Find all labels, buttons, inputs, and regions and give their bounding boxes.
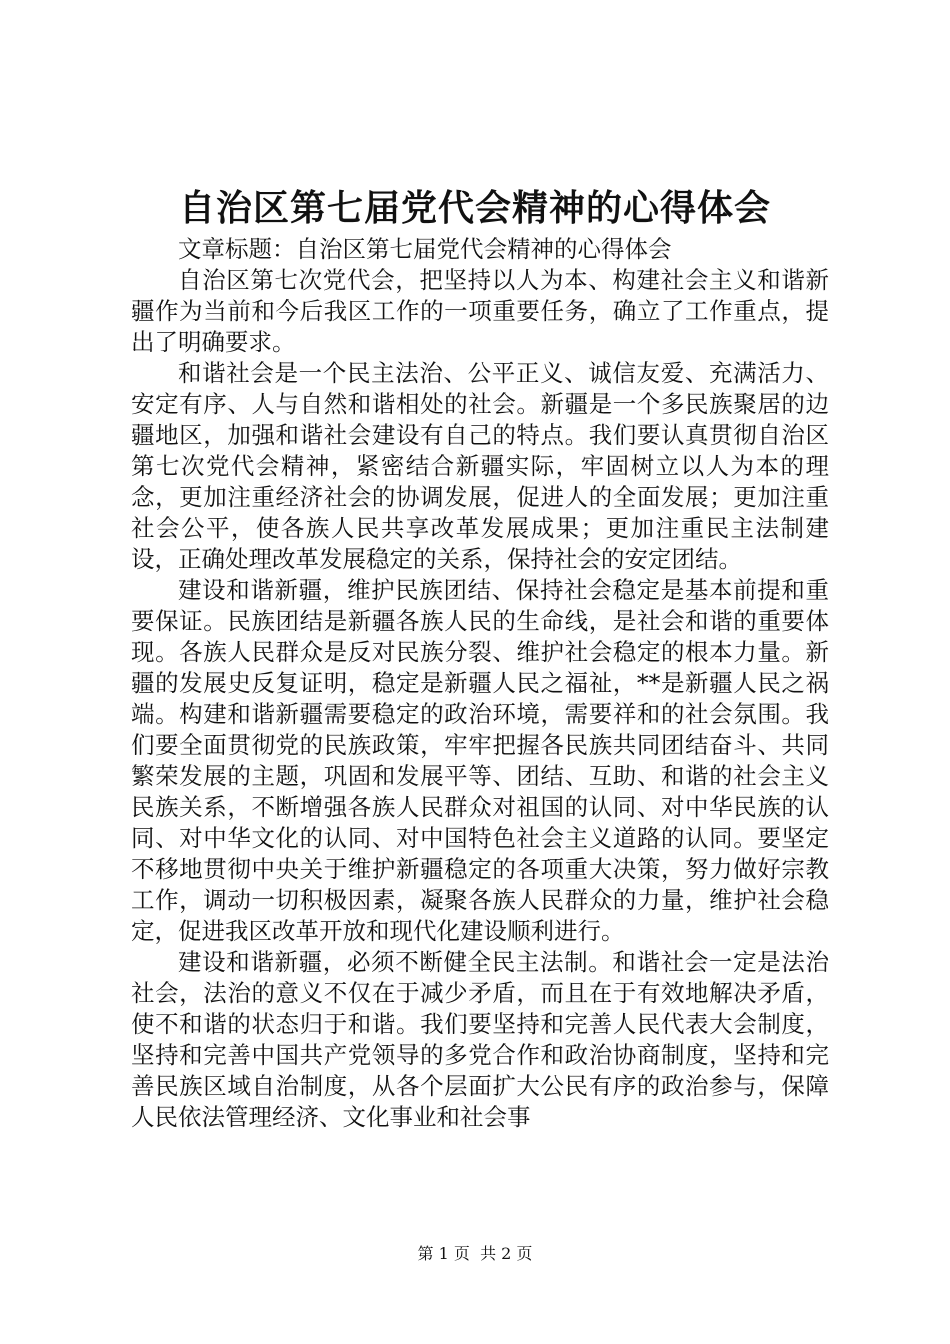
paragraph-4: 建设和谐新疆，必须不断健全民主法制。和谐社会一定是法治社会，法治的意义不仅在于减少矛盾，而且在于有效地解决矛盾，使不和谐的状态归于和谐。我们要坚持和完善人民代表大会制度，坚持和完善中国共产党领导的多党合作和政治协商制度，坚持和完善民族区域自治制度，从各个层面扩大公民有序的政治参与，保障人民依法管理经济、文化事业和社会事 [131,948,829,1131]
page-footer [0,1243,950,1265]
document-body [131,234,829,1133]
paragraph-3: 建设和谐新疆，维护民族团结、保持社会稳定是基本前提和重要保证。民族团结是新疆各族人民的生命线，是社会和谐的重要体现。各族人民群众是反对民族分裂、维护社会稳定的根本力量。新疆的发展史反复证明，稳定是新疆人民之福祉，**是新疆人民之祸端。构建和谐新疆需要稳定的政治环境，需要祥和的社会氛围。我们要全面贯彻党的民族政策，牢牢把握各民族共同团结奋斗、共同繁荣发展的主题，巩固和发展平等、团结、互助、和谐的社会主义民族关系，不断增强各族人民群众对祖国的认同、对中华民族的认同、对中华文化的认同、对中国特色社会主义道路的认同。要坚定不移地贯彻中央关于维护新疆稳定的各项重大决策，努力做好宗教工作，调动一切积极因素，凝聚各族人民群众的力量，维护社会稳定，促进我区改革开放和现代化建设顺利进行。 [131,576,829,945]
page-number: 第 1 页 共 2 页 [417,1244,533,1263]
article-title-line: 文章标题：自治区第七届党代会精神的心得体会 [178,235,672,263]
paragraph-1: 自治区第七次党代会，把坚持以人为本、构建社会主义和谐新疆作为当前和今后我区工作的一项重要任务，确立了工作重点，提出了明确要求。 [131,266,829,356]
document-title: 自治区第七届党代会精神的心得体会 [178,188,771,229]
paragraph-2: 和谐社会是一个民主法治、公平正义、诚信友爱、充满活力、安定有序、人与自然和谐相处的社会。新疆是一个多民族聚居的边疆地区，加强和谐社会建设有自己的特点。我们要认真贯彻自治区第七次党代会精神，紧密结合新疆实际，牢固树立以人为本的理念，更加注重经济社会的协调发展，促进人的全面发展；更加注重社会公平，使各族人民共享改革发展成果；更加注重民主法制建设，正确处理改革发展稳定的关系，保持社会的安定团结。 [131,359,829,573]
